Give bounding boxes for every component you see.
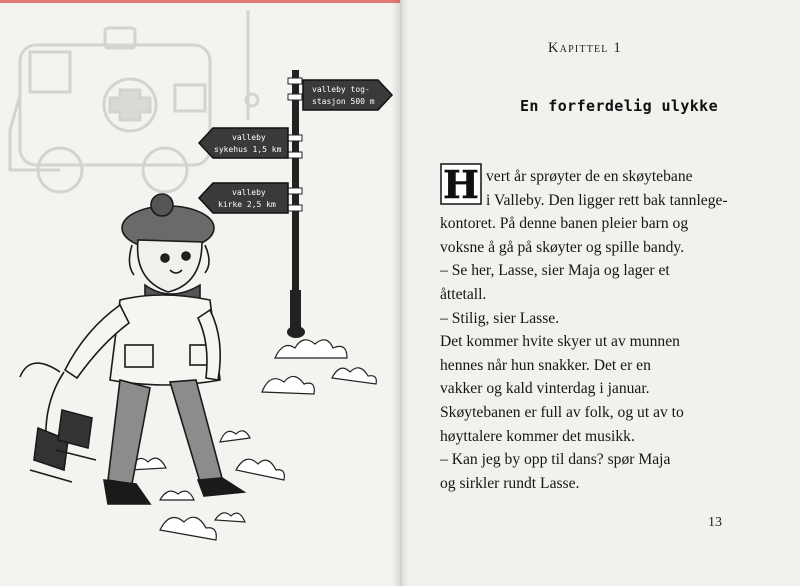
text-line: vakker og kald vinterdag i januar. xyxy=(440,380,650,398)
text-line: voksne å gå på skøyter og spille bandy. xyxy=(440,238,685,256)
text-line: vert år sprøyter de en skøytebane xyxy=(486,168,693,185)
text-line: hennes når hun snakker. Det er en xyxy=(440,356,651,374)
text-line: Det kommer hvite skyer ut av munnen xyxy=(440,333,680,351)
book-gutter xyxy=(392,0,410,586)
text-line: – Kan jeg by opp til dans? spør Maja xyxy=(440,451,671,469)
text-line: kontoret. På denne banen pleier barn og xyxy=(440,215,689,233)
sign1-line1: valleby tog- xyxy=(312,85,370,94)
sign3-line2: kirke 2,5 km xyxy=(218,200,276,209)
text-line: – Stilig, sier Lasse. xyxy=(440,309,560,327)
text-line: høyttalere kommer det musikk. xyxy=(440,427,635,445)
man-figure xyxy=(20,194,244,504)
sign-kirke xyxy=(199,183,288,213)
drop-cap-text: H xyxy=(443,162,479,206)
sign1-line2: stasjon 500 m xyxy=(312,97,375,106)
chapter-heading: Kapittel 1 xyxy=(548,40,622,56)
body-text xyxy=(440,165,770,495)
text-line: i Valleby. Den ligger rett bak tannlege- xyxy=(486,191,728,209)
sign3-line1: valleby xyxy=(232,188,266,197)
sign2-line2: sykehus 1,5 km xyxy=(214,145,282,154)
text-line: Skøytebanen er full av folk, og ut av to xyxy=(440,403,684,421)
text-line: åttetall. xyxy=(440,285,487,303)
sign-sykehus xyxy=(199,128,288,158)
text-line: – Se her, Lasse, sier Maja og lager et xyxy=(440,262,670,280)
ambulance-image xyxy=(10,10,258,192)
chapter-title: En forferdelig ulykke xyxy=(520,97,719,115)
page-number: 13 xyxy=(708,515,722,530)
text-line: og sirkler rundt Lasse. xyxy=(440,474,580,492)
sign2-line1: valleby xyxy=(232,133,266,142)
sign-togstasjon xyxy=(303,80,392,110)
